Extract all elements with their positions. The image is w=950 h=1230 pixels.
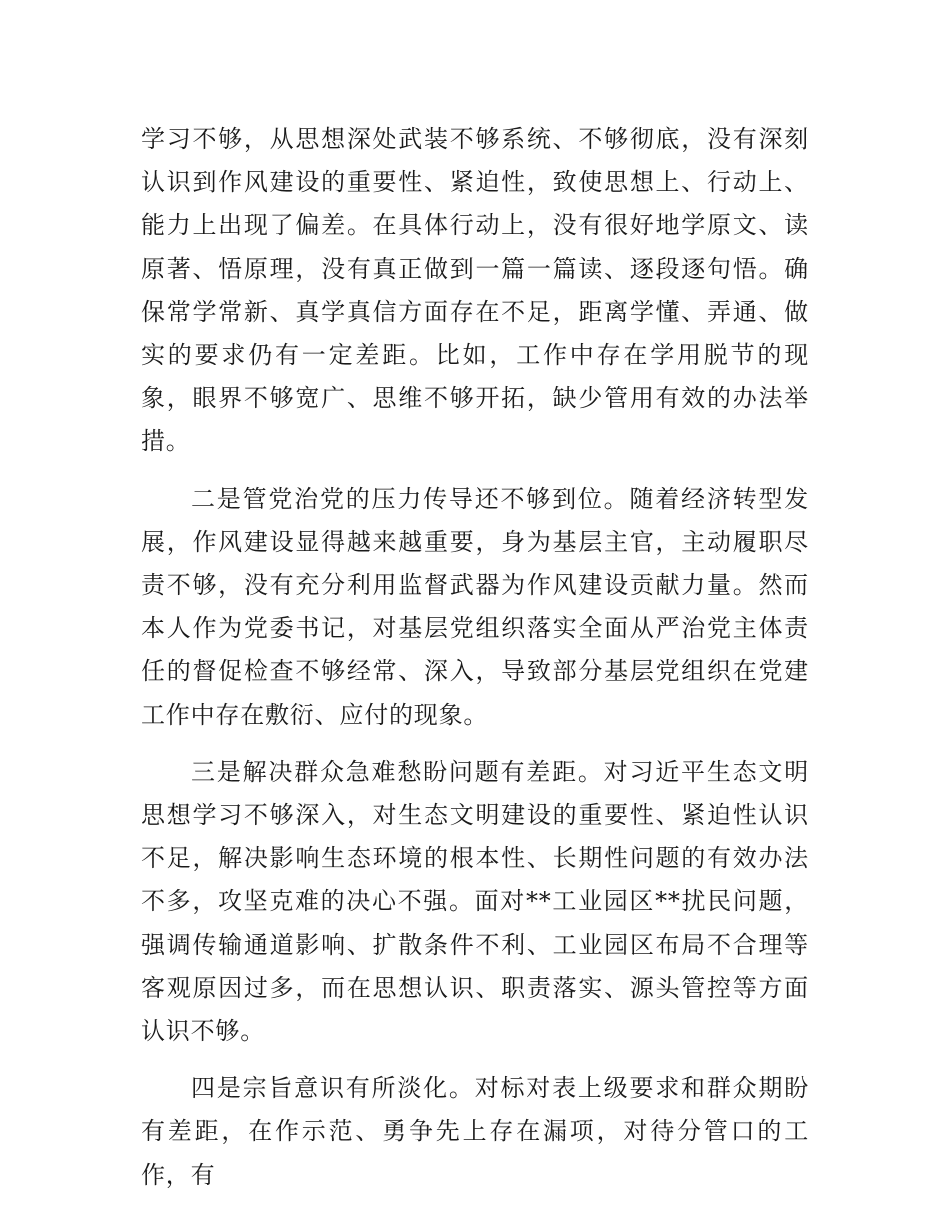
paragraph-purpose-awareness: 四是宗旨意识有所淡化。对标对表上级要求和群众期盼有差距，在作示范、勇争先上存在漏项，对待分管口的工作，有 — [141, 1074, 809, 1189]
paragraph-continued-study: 学习不够，从思想深处武装不够系统、不够彻底，没有深刻认识到作风建设的重要性、紧迫性，致使思想上、行动上、能力上出现了偏差。在具体行动上，没有很好地学原文、读原著、悟原理，没有真正做到一篇一篇读、逐段逐句悟。确保常学常新、真学真信方面存在不足，距离学懂、弄通、做实的要求仍有一定差距。比如，工作中存在学用脱节的现象，眼界不够宽广、思维不够开拓，缺少管用有效的办法举措。 — [141, 125, 809, 456]
paragraph-public-concerns: 三是解决群众急难愁盼问题有差距。对习近平生态文明思想学习不够深入，对生态文明建设的重要性、紧迫性认识不足，解决影响生态环境的根本性、长期性问题的有效办法不多，攻坚克难的决心不强。面对**工业园区**扰民问题，强调传输通道影响、扩散条件不利、工业园区布局不合理等客观原因过多，而在思想认识、职责落实、源头管控等方面认识不够。 — [141, 757, 809, 1046]
paragraph-gap — [141, 1053, 809, 1067]
paragraph-gap — [141, 737, 809, 751]
paragraph-party-pressure: 二是管党治党的压力传导还不够到位。随着经济转型发展，作风建设显得越来越重要，身为基层主官，主动履职尽责不够，没有充分利用监督武器为作风建设贡献力量。然而本人作为党委书记，对基层党组织落实全面从严治党主体责任的督促检查不够经常、深入，导致部分基层党组织在党建工作中存在敷衍、应付的现象。 — [141, 484, 809, 729]
paragraph-gap — [141, 464, 809, 478]
document-body — [141, 118, 809, 1197]
